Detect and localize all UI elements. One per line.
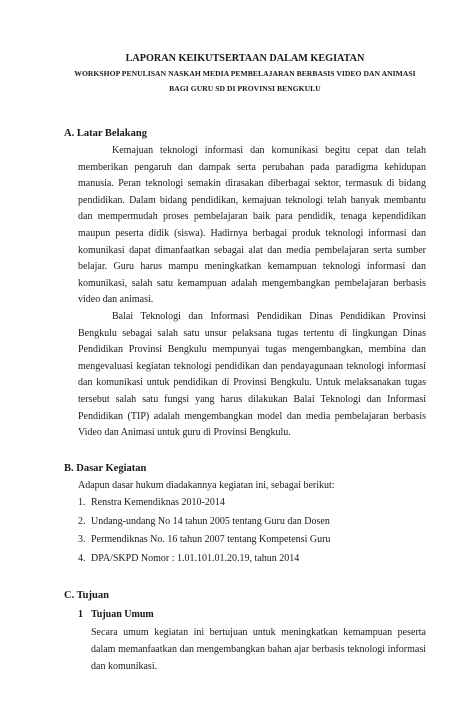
list-item-text: Undang-undang No 14 tahun 2005 tentang Guru dan Dosen	[91, 515, 330, 527]
list-item-number: 3.	[78, 534, 86, 546]
section-a-paragraph-1: Kemajuan teknologi informasi dan komunikasi begitu cepat dan telah memberikan pengaruh dan dampak serta perubahan pada paradigma kehidupan manusia. Peran teknologi semakin dirasakan diberbagai sektor, termasuk di bidang pendidikan. Dalam bidang pendidikan, kemajuan teknologi telah banyak membantu dan mempermudah proses pembelajaran baik para pendidik, tenaga kependidikan maupun peserta didik (siswa). Hadirnya berbagai produk teknologi informasi dan komunikasi dapat dimanfaatkan sebagai alat dan media pembelajaran serta sumber belajar. Guru harus mampu meningkatkan kemampuan teknologi informasi dan komunikasi, salah satu kemampuan adalah mengembangkan pembelajaran berbasis video dan animasi.	[78, 145, 426, 306]
list-item-text: Permendiknas No. 16 tahun 2007 tentang Kompetensi Guru	[91, 534, 331, 546]
list-item	[78, 531, 426, 550]
list-item-number: 4.	[78, 553, 86, 565]
list-item-number: 2.	[78, 515, 86, 527]
section-b-intro: Adapun dasar hukum diadakannya kegiatan ini, sebagai berikut:	[78, 479, 335, 491]
list-item-text: DPA/SKPD Nomor : 1.01.101.01.20.19, tahun 2014	[91, 553, 300, 565]
section-c-subheading	[78, 607, 426, 623]
section-a-heading: A. Latar Belakang	[64, 128, 147, 139]
section-c-heading: C. Tujuan	[64, 589, 109, 601]
document-title: LAPORAN KEIKUTSERTAAN DALAM KEGIATAN	[125, 53, 365, 64]
legal-basis-list	[64, 494, 426, 568]
section-a-paragraph-2: Balai Teknologi dan Informasi Pendidikan Dinas Pendidikan Provinsi Bengkulu sebagai salah satu unsur pelaksana tugas tertentu di lingkungan Dinas Pendidikan Provinsi Bengkulu mempunyai tugas mengembangkan, membina dan mengevaluasi kegiatan teknologi pendidikan dan pendayagunaan teknologi informasi dan komunikasi untuk pendidikan di Provinsi Bengkulu. Untuk melaksanakan tugas tersebut salah satu fungsi yang harus dilakukan Balai Teknologi dan Informasi Pendidikan (TIP) adalah mengembangkan model dan media pembelajaran berbasis Video dan Animasi untuk guru di Provinsi Bengkulu.	[78, 310, 426, 439]
list-item	[78, 513, 426, 532]
subheading-number: 1	[78, 608, 83, 620]
list-item	[78, 550, 426, 569]
list-item-number: 1.	[78, 497, 86, 509]
section-b-heading: B. Dasar Kegiatan	[64, 462, 147, 474]
list-item-text: Renstra Kemendiknas 2010-2014	[91, 497, 225, 509]
subheading-text: Tujuan Umum	[91, 608, 154, 620]
section-c-paragraph: Secara umum kegiatan ini bertujuan untuk meningkatkan kemampuan peserta dalam memanfaatkan dan mengembangkan bahan ajar berbasis teknologi informasi dan komunikasi.	[91, 626, 426, 672]
document-subtitle-line2: BAGI GURU SD DI PROVINSI BENGKULU	[169, 83, 321, 93]
section-a-body	[78, 143, 426, 442]
list-item	[78, 494, 426, 513]
document-subtitle-line1: WORKSHOP PENULISAN NASKAH MEDIA PEMBELAJARAN BERBASIS VIDEO DAN ANIMASI	[74, 69, 416, 78]
